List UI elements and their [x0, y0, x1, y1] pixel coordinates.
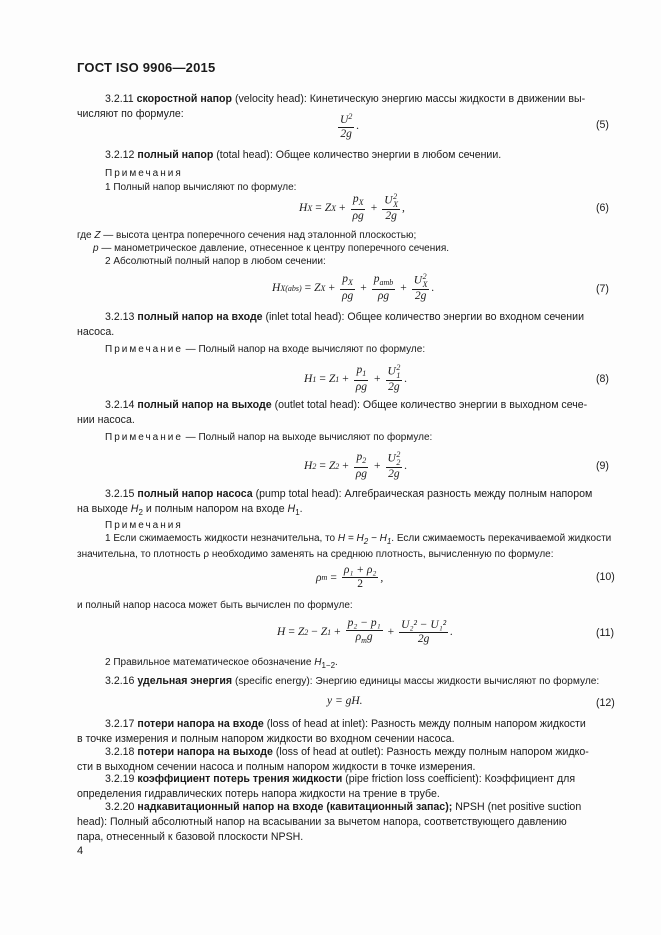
clause-3-2-12: 3.2.12 полный напор (total head): Общее количество энергии в любом сечении.: [105, 149, 502, 161]
note-1-text: 1 Полный напор вычисляют по формуле:: [105, 182, 297, 193]
where-p: p — манометрическое давление, отнесенное к центру поперечного сечения.: [93, 243, 450, 254]
clause-3-2-11: 3.2.11 скоростной напор (velocity head): Кинетическую энергию массы жидкости в движении вы- числяют по формуле:: [77, 93, 586, 120]
clause-3-2-18: 3.2.18 потери напора на выходе (loss of head at outlet): Разность между полным напором жидко- сти в выходном сечении насоса и полным напором жидкости в точке измерения.: [77, 746, 589, 773]
formula-12: y = gH.: [327, 695, 363, 707]
equation-number-10: (10): [596, 571, 615, 583]
clause-3-2-20: 3.2.20 надкавитационный напор на входе (кавитационный запас); NPSH (net positive suction head): Полный абсолютный напор на всасывании за вычетом напора, соответствующего давлению пара, отнесенный к базовой плоскости NPSH.: [77, 801, 582, 843]
clause-3-2-19: 3.2.19 коэффициент потерь трения жидкости (pipe friction loss coefficient): Коэффициент для определения гидравлических потерь напора жидкости на трение в трубе.: [77, 773, 576, 800]
formula-10: ρ m = $\frac{\text{ρ₁ + ρ₂}}{2}$ ,: [316, 564, 384, 590]
formula-11: H = Z 2 − Z 1 + $\frac{\text{p₂ − p₁}}{\rho_mg}$ + $\frac{\text{U₂² − U₁²}}{2g}$ .: [277, 617, 454, 645]
note-3-2-15-1: 1 Если сжимаемость жидкости незначительна, то $H = H_2 - H_1$. Если сжимаемость перекачиваемой жидкости значительна, то плотность ρ необходимо заменять на среднюю плотность, вычисленную по формуле:: [77, 533, 612, 560]
equation-number-12: (12): [596, 697, 615, 709]
note-2-text: 2 Абсолютный полный напор в любом сечении:: [105, 256, 326, 267]
where-z: где Z — высота центра поперечного сечения над эталонной плоскостью;: [77, 230, 417, 241]
formula-6: H X = Z X + $\frac{p_X}{\rho g}$ + U 2 X 2g ,: [299, 192, 405, 222]
equation-number-5: (5): [596, 119, 609, 131]
document-header: ГОСТ ISO 9906—2015: [77, 60, 216, 75]
clause-3-2-15: 3.2.15 полный напор насоса (pump total head): Алгебраическая разность между полным напором на выходе $H_2$ и полным напором на входе $H_1$.: [77, 488, 593, 517]
notes-label-2: Примечания: [105, 520, 183, 531]
equation-number-11: (11): [596, 627, 615, 639]
clause-3-2-14: 3.2.14 полный напор на выходе (outlet total head): Общее количество энергии в выходном сече- нии насоса.: [77, 399, 588, 426]
equation-number-7: (7): [596, 283, 609, 295]
equation-number-9: (9): [596, 460, 609, 472]
clause-3-2-13: 3.2.13 полный напор на входе (inlet total head): Общее количество энергии во входном сечении насоса.: [77, 311, 584, 338]
and-text: и полный напор насоса может быть вычислен по формуле:: [77, 600, 353, 611]
note-3-2-15-2: 2 Правильное математическое обозначение $H_{1-2}$.: [105, 657, 338, 670]
formula-5: $\frac{U^2}{2g}$ .: [340, 112, 360, 140]
equation-number-8: (8): [596, 373, 609, 385]
notes-label: Примечания: [105, 168, 183, 179]
clause-3-2-17: 3.2.17 потери напора на входе (loss of head at inlet): Разность между полным напором жидкости в точке измерения и полным напором жидкости во входном сечении насоса.: [77, 718, 586, 745]
formula-8: H 1 = Z 1 + $\frac{p_1}{\rho g}$ + U 2 1 2g .: [304, 363, 408, 393]
formula-9: H 2 = Z 2 + $\frac{p_2}{\rho g}$ + U 2 2 2g .: [304, 450, 408, 480]
note-3-2-14: Примечание — Полный напор на выходе вычисляют по формуле:: [105, 432, 433, 443]
equation-number-6: (6): [596, 202, 609, 214]
note-3-2-13: Примечание — Полный напор на входе вычисляют по формуле:: [105, 344, 426, 355]
clause-3-2-16: 3.2.16 удельная энергия (specific energy): Энергию единицы массы жидкости вычисляют по формуле:: [105, 675, 600, 687]
formula-7: H X(abs) = Z X + $\frac{p_X}{\rho g}$ + $\frac{p_{amb}}{\rho g}$ + U 2 X 2g .: [272, 272, 435, 302]
page-number: 4: [77, 845, 84, 857]
